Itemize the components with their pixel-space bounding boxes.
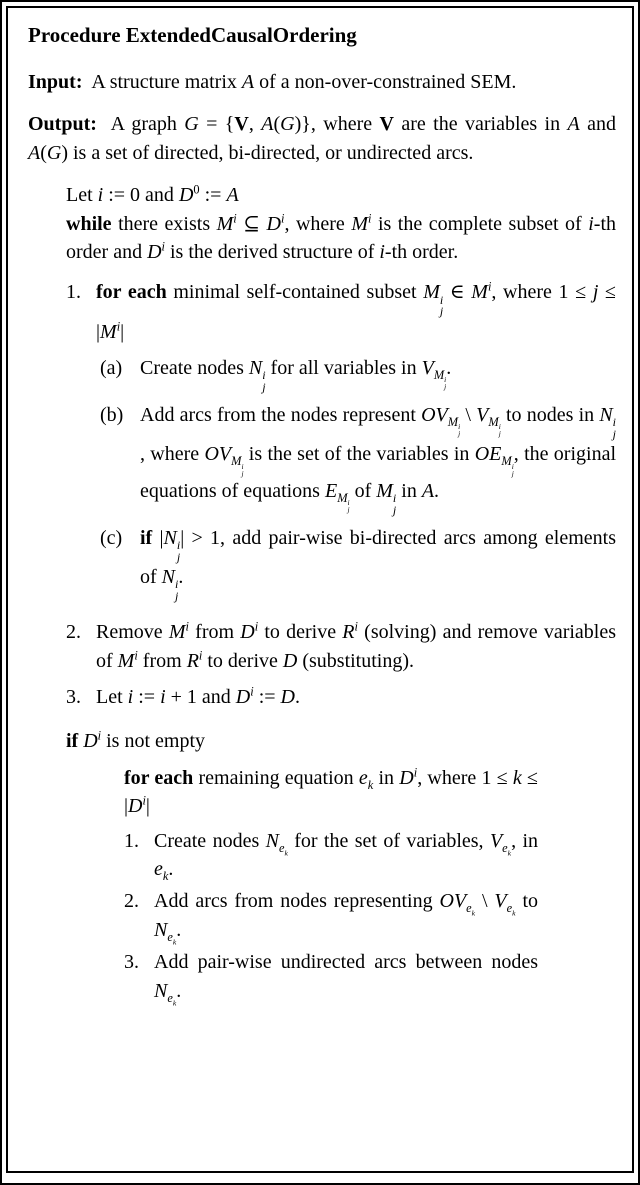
if-not-empty-line: if $D^i$ is not empty bbox=[66, 728, 206, 753]
post-step-1 bbox=[124, 827, 538, 884]
while-condition: while there exists $M^i$ ⊆ $D^i$, where $M^i$ is the complete subset of i-th order and $D^i$ is the derived structure of i-th order. bbox=[66, 210, 617, 263]
step-number: 2. bbox=[124, 890, 139, 913]
step-3-text: Let i := i + 1 and $D^i$ := D. bbox=[96, 684, 300, 709]
output-paragraph: Output: A graph G = {V, A(G)}, where V are the variables in A and A(G) is a set of directed, bi-directed, or undirected arcs. bbox=[28, 113, 617, 164]
step-1-text: for each minimal self-contained subset M i j ∈ $M^i$, where $1 \le j \le |M^i|$ bbox=[96, 279, 616, 343]
step-1 bbox=[66, 278, 616, 610]
substep-b-text: Add arcs from the nodes represent $OV_{M i j}$ \ $V_{M i j}$ to nodes in N i j , where $OV_{M i j}$ is the set of the variables in $OE_{M i j}$ , the original equations of equations $E_{M i j}$ of M i j in A. bbox=[140, 404, 617, 517]
main-loop-block bbox=[66, 181, 616, 711]
input-paragraph: Input: A structure matrix A of a non-over-constrained SEM. bbox=[28, 71, 517, 93]
substep-c-text: if |N i j | > 1, add pair-wise bi-directed arcs among elements of N i j . bbox=[140, 526, 616, 603]
procedure-title: Procedure ExtendedCausalOrdering bbox=[28, 23, 357, 47]
post-step-1-text: Create nodes $N_{e_k}$ for the set of variables, $V_{e_k}$, in $e_k$. bbox=[154, 829, 538, 883]
substep-a-text: Create nodes N i j for all variables in $V_{M i j}$ . bbox=[140, 356, 452, 394]
post-step-3 bbox=[124, 948, 538, 1005]
substep-list bbox=[100, 354, 616, 602]
init-line: Let i := 0 and $D^0$ := A bbox=[66, 182, 239, 207]
post-step-2-text: Add arcs from nodes representing $OV_{e_k}$ \ $V_{e_k}$ to $N_{e_k}$. bbox=[154, 890, 538, 947]
substep-a bbox=[100, 354, 616, 393]
step-number: 3. bbox=[66, 686, 81, 709]
substep-label: (c) bbox=[100, 526, 123, 549]
step-2 bbox=[66, 618, 616, 675]
post-loop-block bbox=[66, 727, 616, 1005]
post-step-3-text: Add pair-wise undirected arcs between nodes $N_{e_k}$. bbox=[154, 951, 538, 1007]
step-2-text: Remove $M^i$ from $D^i$ to derive $R^i$ (solving) and remove variables of $M^i$ from $R^i$ to derive D (substituting). bbox=[96, 619, 617, 672]
step-number: 1. bbox=[124, 829, 139, 852]
step-number: 2. bbox=[66, 621, 81, 644]
step-3 bbox=[66, 683, 616, 711]
step-1-body bbox=[96, 278, 616, 610]
foreach-remaining-line: for each remaining equation $e_k$ in $D^i$, where $1 \le k \le |D^i|$ bbox=[124, 765, 538, 818]
remaining-equations-block bbox=[124, 764, 538, 1005]
step-number: 1. bbox=[66, 281, 81, 304]
post-steps-list bbox=[124, 827, 538, 1005]
procedure-box bbox=[6, 6, 634, 1173]
substep-b bbox=[100, 401, 616, 516]
substep-c bbox=[100, 524, 616, 602]
post-step-2 bbox=[124, 887, 538, 947]
main-steps-list bbox=[66, 278, 616, 711]
substep-label: (a) bbox=[100, 356, 123, 379]
substep-label: (b) bbox=[100, 404, 124, 427]
step-number: 3. bbox=[124, 951, 139, 974]
